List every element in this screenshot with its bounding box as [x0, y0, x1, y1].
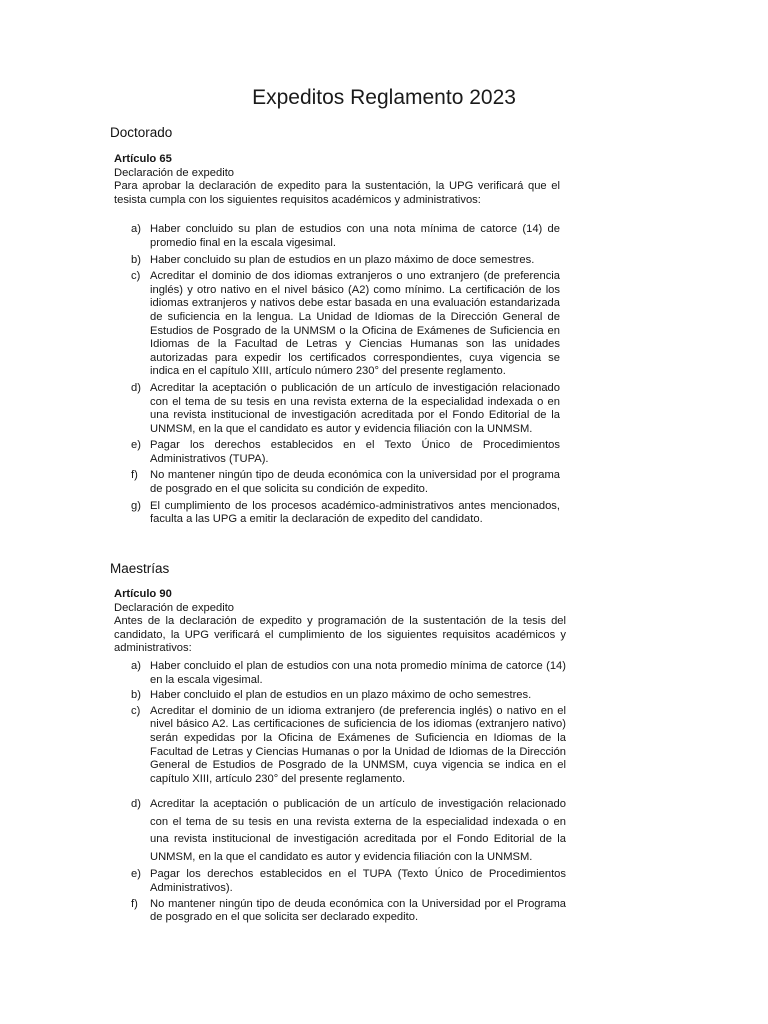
list-item — [114, 660, 566, 687]
list-marker: a) — [131, 223, 141, 236]
list-item — [114, 689, 566, 703]
list-marker: g) — [131, 499, 141, 512]
article-subtitle: Declaración de expedito — [114, 601, 235, 614]
list-item — [114, 796, 566, 866]
article-intro: Para aprobar la declaración de expedito para la sustentación, la UPG verificará que el tesista cumpla con los siguientes requisitos académicos y administrativos: — [114, 180, 560, 206]
requirements-list — [114, 660, 566, 925]
list-item-text: Acreditar la aceptación o publicación de un artículo de investigación relacionado con el tema de su tesis en una revista externa de la especialidad indexada o en una revista institucional de investigación acreditada por el Fondo Editorial de la UNMSM, en la que el candidato es autor y evidencia filiación con la UNMSM. — [150, 381, 560, 435]
list-item — [114, 270, 560, 379]
article-65-block — [114, 153, 560, 530]
list-item — [114, 705, 566, 787]
section-heading-maestrias: Maestrías — [110, 561, 170, 576]
list-marker: d) — [131, 798, 141, 811]
article-intro: Antes de la declaración de expedito y programación de la sustentación de la tesis del candidato, la UPG verificará el cumplimiento de los siguientes requisitos académicos y administrativos: — [114, 615, 566, 655]
list-item — [114, 382, 560, 436]
list-item — [114, 868, 566, 895]
list-marker: a) — [131, 659, 141, 672]
list-item-text: Haber concluido su plan de estudios en un plazo máximo de doce semestres. — [150, 253, 535, 266]
list-item — [114, 439, 560, 466]
list-item — [114, 500, 560, 527]
article-subtitle: Declaración de expedito — [114, 166, 235, 179]
list-item-text: Haber concluido el plan de estudios con una nota promedio mínima de catorce (14) en la escala vigesimal. — [150, 659, 566, 686]
list-marker: b) — [131, 689, 141, 702]
list-item-text: Acreditar el dominio de dos idiomas extranjeros o uno extranjero (de preferencia inglés) y otro nativo en el nivel básico (A2) como mínimo. La certificación de los idiomas extranjeros y nativos debe estar basada en una evaluación estandarizada de suficiencia en la lengua. La Unidad de Idiomas de la Dirección General de Estudios de Posgrado de la UNMSM o la Oficina de Exámenes de Suficiencia en Idiomas de la Facultad de Letras y Ciencias Humanas son las unidades autorizadas para expedir los certificados correspondientes, cuya vigencia se indica en el capítulo XIII, artículo número 230° del presente reglamento. — [150, 270, 560, 378]
list-item — [114, 469, 560, 496]
list-item-text: Haber concluido su plan de estudios con una nota mínima de catorce (14) de promedio final en la escala vigesimal. — [150, 223, 560, 249]
list-item-text: Acreditar la aceptación o publicación de un artículo de investigación relacionado con el tema de su tesis en una revista externa de la especialidad indexada o en una revista institucional de investigación acreditada por el Fondo Editorial de la UNMSM, en la que el candidato es autor y evidencia filiación con la UNMSM. — [150, 798, 566, 863]
list-item-text: Haber concluido el plan de estudios en un plazo máximo de ocho semestres. — [150, 689, 532, 702]
list-item-text: No mantener ningún tipo de deuda económica con la universidad por el programa de posgrado en el que solicita su condición de expedito. — [150, 469, 560, 496]
list-item-text: No mantener ningún tipo de deuda económica con la Universidad por el Programa de posgrado en el que solicita ser declarado expedito. — [150, 897, 566, 924]
list-marker: f) — [131, 897, 138, 910]
list-item-text: Acreditar el dominio de un idioma extranjero (de preferencia inglés) o nativo en el nivel básico A2. Las certificaciones de suficiencia de los idiomas (extranjero nativo) serán expedidas por la Oficina de Exámenes de Suficiencia en Idiomas de la Facultad de Letras y Ciencias Humanas o por la Unidad de Idiomas de la Dirección General de Estudios de Posgrado de la UNMSM, cuya vigencia se indica en el capítulo XIII, artículo 230° del presente reglamento. — [150, 704, 566, 785]
page-title: Expeditos Reglamento 2023 — [252, 86, 516, 109]
list-item-text: Pagar los derechos establecidos en el Texto Único de Procedimientos Administrativos (TUPA). — [150, 439, 560, 465]
article-90-block — [114, 588, 566, 927]
list-marker: e) — [131, 439, 141, 452]
list-item — [114, 223, 560, 250]
list-item-text: Pagar los derechos establecidos en el TUPA (Texto Único de Procedimientos Administrativos). — [150, 868, 566, 894]
article-number: Artículo 65 — [114, 153, 172, 165]
article-number: Artículo 90 — [114, 588, 172, 600]
list-item — [114, 898, 566, 925]
list-marker: c) — [131, 270, 141, 283]
list-marker: e) — [131, 868, 141, 881]
list-item-text: El cumplimiento de los procesos académico-administrativos antes mencionados, faculta a las UPG a emitir la declaración de expedito del candidato. — [150, 499, 560, 526]
list-item — [114, 254, 560, 268]
list-marker: d) — [131, 381, 141, 394]
list-marker: b) — [131, 253, 141, 266]
section-heading-doctorado: Doctorado — [110, 125, 173, 140]
list-marker: c) — [131, 704, 141, 717]
requirements-list — [114, 223, 560, 526]
list-marker: f) — [131, 469, 138, 482]
